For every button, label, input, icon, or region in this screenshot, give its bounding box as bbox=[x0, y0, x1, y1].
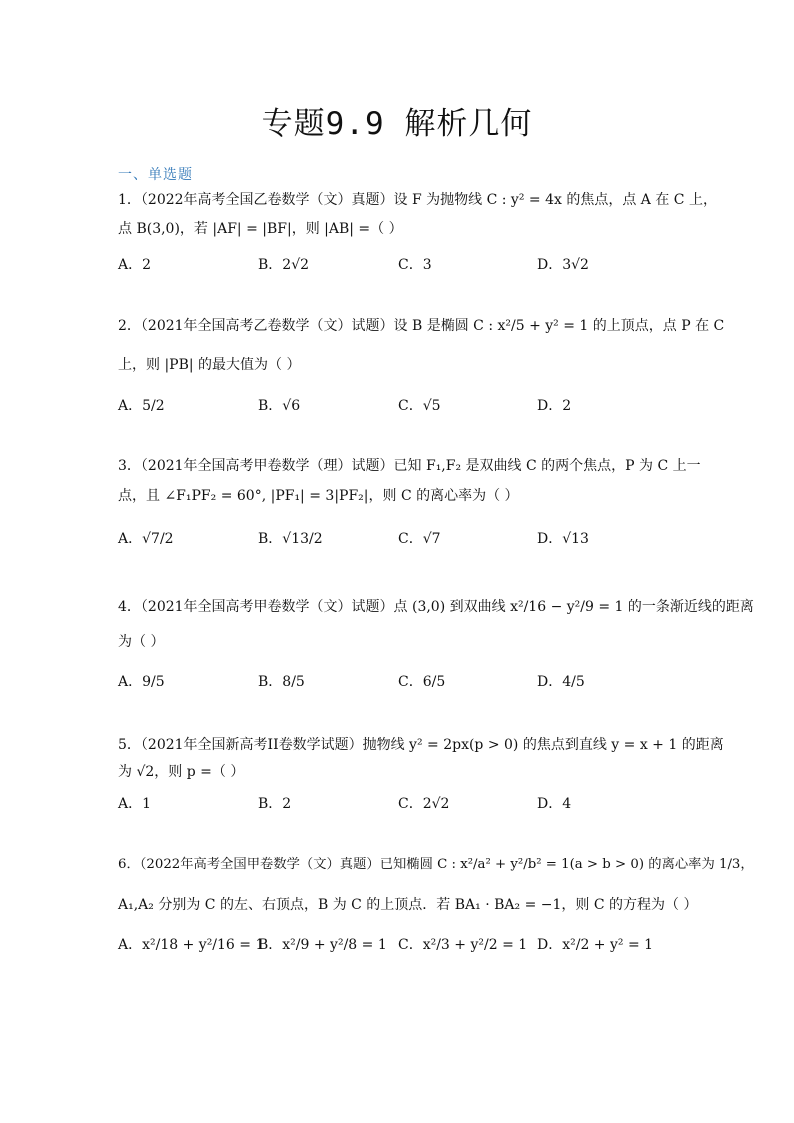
q4-option-c[interactable]: C．6/5 bbox=[398, 674, 446, 690]
q2-option-b[interactable]: B．√6 bbox=[258, 398, 301, 414]
q5-option-d[interactable]: D．4 bbox=[537, 796, 572, 812]
page-title: 专题9.9 解析几何 bbox=[261, 106, 533, 142]
q6-option-c[interactable]: C．x²/3 + y²/2 = 1 bbox=[398, 937, 528, 953]
q4-option-a[interactable]: A．9/5 bbox=[118, 674, 165, 690]
question-4-line-2: 为（ ） bbox=[118, 634, 165, 650]
q5-option-a[interactable]: A．1 bbox=[118, 796, 152, 812]
question-3-line-2: 点，且 ∠F₁PF₂ = 60°, |PF₁| = 3|PF₂|，则 C 的离心率为（ ） bbox=[118, 488, 519, 504]
q6-option-b[interactable]: B．x²/9 + y²/8 = 1 bbox=[258, 937, 387, 953]
question-5-line-1: 5．（2021年全国新高考II卷数学试题）抛物线 y² = 2px(p > 0) 的焦点到直线 y = x + 1 的距离 bbox=[118, 737, 724, 753]
q6-option-d[interactable]: D．x²/2 + y² = 1 bbox=[537, 937, 654, 953]
question-1-line-2: 点 B(3,0)，若 |AF| = |BF|，则 |AB| =（ ） bbox=[118, 221, 403, 237]
question-4-line-1: 4．（2021年全国高考甲卷数学（文）试题）点 (3,0) 到双曲线 x²/16 − y²/9 = 1 的一条渐近线的距离 bbox=[118, 599, 754, 615]
question-6-line-1: 6．（2022年高考全国甲卷数学（文）真题）已知椭圆 C : x²/a² + y²/b² = 1(a > b > 0) 的离心率为 1/3， bbox=[118, 857, 754, 872]
q2-option-d[interactable]: D．2 bbox=[537, 398, 572, 414]
question-2-line-2: 上，则 |PB| 的最大值为（ ） bbox=[118, 357, 301, 373]
question-1-line-1: 1．（2022年高考全国乙卷数学（文）真题）设 F 为抛物线 C : y² = 4x 的焦点，点 A 在 C 上， bbox=[118, 192, 717, 208]
q5-option-c[interactable]: C．2√2 bbox=[398, 796, 450, 812]
q1-option-b[interactable]: B．2√2 bbox=[258, 257, 310, 273]
q2-option-a[interactable]: A．5/2 bbox=[118, 398, 165, 414]
q3-option-d[interactable]: D．√13 bbox=[537, 531, 589, 547]
q1-option-a[interactable]: A．2 bbox=[118, 257, 152, 273]
question-6-line-2: A₁,A₂ 分别为 C 的左、右顶点，B 为 C 的上顶点．若 BA₁ · BA₂ = −1，则 C 的方程为（ ） bbox=[118, 897, 698, 913]
q1-option-d[interactable]: D．3√2 bbox=[537, 257, 589, 273]
q5-option-b[interactable]: B．2 bbox=[258, 796, 292, 812]
q6-option-a[interactable]: A．x²/18 + y²/16 = 1 bbox=[118, 937, 265, 953]
question-5-line-2: 为 √2，则 p =（ ） bbox=[118, 764, 245, 780]
q4-option-b[interactable]: B．8/5 bbox=[258, 674, 305, 690]
q3-option-a[interactable]: A．√7/2 bbox=[118, 531, 174, 547]
question-3-line-1: 3．（2021年全国高考甲卷数学（理）试题）已知 F₁,F₂ 是双曲线 C 的两个焦点，P 为 C 上一 bbox=[118, 458, 701, 474]
q2-option-c[interactable]: C．√5 bbox=[398, 398, 441, 414]
q3-option-c[interactable]: C．√7 bbox=[398, 531, 441, 547]
question-2-line-1: 2．（2021年全国高考乙卷数学（文）试题）设 B 是椭圆 C : x²/5 + y² = 1 的上顶点，点 P 在 C bbox=[118, 318, 725, 334]
q4-option-d[interactable]: D．4/5 bbox=[537, 674, 585, 690]
q1-option-c[interactable]: C．3 bbox=[398, 257, 432, 273]
q3-option-b[interactable]: B．√13/2 bbox=[258, 531, 323, 547]
section-heading: 一、单选题 bbox=[118, 167, 193, 183]
